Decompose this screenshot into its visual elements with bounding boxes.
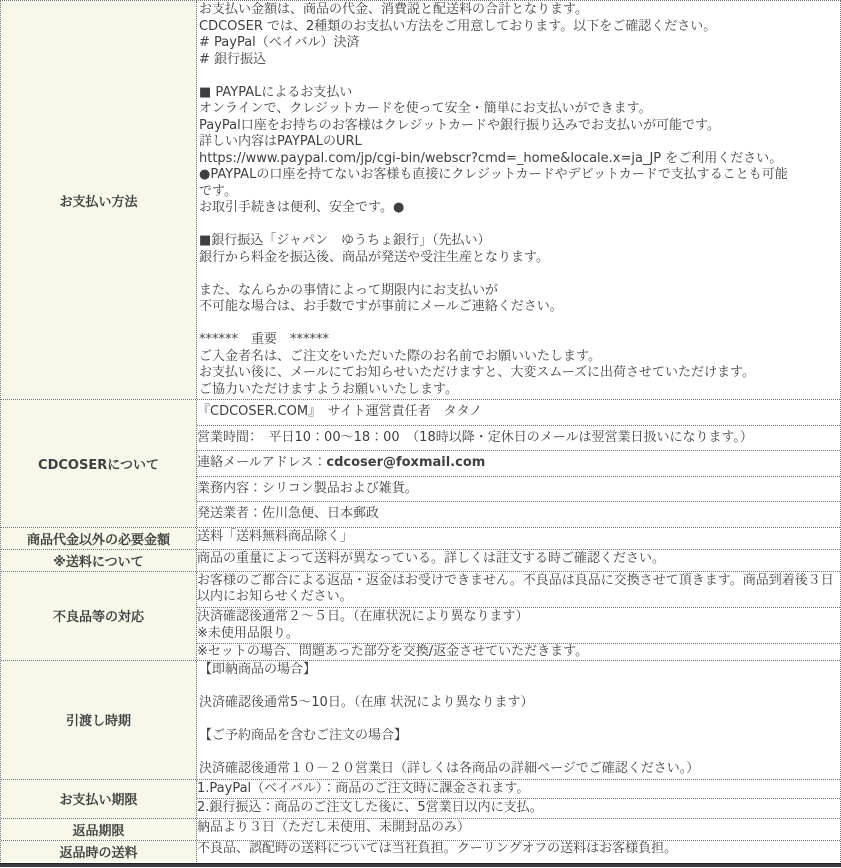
row-about-cdcoser — [1, 399, 840, 527]
row-header-delivery-time: 引渡し時期 — [1, 661, 197, 779]
payment-text-line: ご協力いただけますようお願いいたします。 — [199, 381, 458, 397]
delivery-time-content — [197, 661, 840, 779]
important-marker-line: ****** 重要 ****** — [199, 332, 330, 347]
payment-text-line: オンラインで、クレジットカードを使って安全・簡単にお支払いができます。 — [199, 101, 652, 116]
extra-fee-text: 送料「送料無料商品除く」 — [197, 528, 354, 544]
row-header-about-cdcoser: CDCOSERについて — [1, 400, 197, 527]
payment-deadline-bank: 2.銀行振込：商品のご注文した後に、5営業日以内に支払。 — [197, 798, 840, 818]
payment-text-line: 不可能な場合は、お手数ですが事前にメールご連絡ください。 — [199, 299, 563, 314]
payment-text-line: CDCOSER では、2種類のお支払い方法をご用意しております。以下をご確認ください。 — [199, 18, 717, 34]
about-business-description: 業務内容：シリコン製品および雑貨。 — [197, 476, 840, 502]
shipping-note-content — [197, 550, 840, 571]
about-contact-email-row — [197, 450, 840, 476]
row-shipping-note — [1, 549, 840, 571]
defective-policy-text: お客様のご都合による返品・返金はお受けできません。不良品は良品に交換させて頂きます。商品到着後３日以内にお知らせください。 — [197, 572, 834, 604]
delivery-text-line: 【ご予約商品を含むご注文の場合】 — [199, 728, 408, 743]
blank-line — [197, 217, 840, 234]
payment-text-line: # PayPal（ベイバル）決済 — [199, 35, 360, 50]
payment-text-line: # 銀行振込 — [199, 51, 267, 67]
return-deadline-text: 納品より３日（ただし未使用、未開封品のみ） — [197, 819, 471, 835]
row-header-extra-fee: 商品代金以外の必要金額 — [1, 528, 197, 549]
about-cdcoser-content — [197, 400, 840, 527]
payment-text-line: また、なんらかの事情によって期限内にお支払いが — [199, 282, 499, 298]
payment-text-line: PayPal口座をお持ちのお客様はクレジットカードや銀行振り込みでお支払いが可能です。 — [199, 117, 720, 133]
return-deadline-content — [197, 819, 840, 840]
defective-settlement-text: 決済確認後通常２～５日。（在庫状況により異なります） — [197, 607, 840, 627]
delivery-text-line: 決済確認後通常１０－２０営業日（詳しくは各商品の詳細ページでご確認ください。） — [199, 761, 700, 776]
payment-text-line: 詳しい内容はPAYPALのURL — [199, 134, 362, 149]
defective-unused-note: ※未使用品限り。 — [197, 626, 299, 641]
payment-text-line: 銀行から料金を振込後、商品が発送や受注生産となります。 — [199, 249, 549, 265]
row-payment-method — [1, 1, 840, 399]
row-delivery-time — [1, 660, 840, 779]
row-header-shipping-note: ※送料について — [1, 550, 197, 571]
row-defective-goods — [1, 571, 840, 661]
row-payment-deadline — [1, 779, 840, 818]
payment-method-content — [197, 1, 840, 399]
blank-line — [197, 316, 840, 333]
return-shipping-text: 不良品、誤配時の送料については当社負担。クーリングオフの送料はお客様負担。 — [197, 840, 678, 856]
row-header-payment-method: お支払い方法 — [1, 1, 197, 399]
about-business-hours: 営業時間： 平日10：00～18：00 （18時以降・定休日のメールは翌営業日扱いになります。） — [197, 425, 840, 451]
return-shipping-content — [197, 841, 840, 862]
blank-line — [197, 679, 840, 696]
payment-text-line: お支払い金額は、商品の代金、消費説と配送料の合計となります。 — [199, 2, 588, 17]
row-header-payment-deadline: お支払い期限 — [1, 780, 197, 818]
row-header-return-deadline: 返品期限 — [1, 819, 197, 840]
shipping-note-text: 商品の重量によって送料が異なっている。詳しくは註文する時ご確認ください。 — [197, 550, 666, 566]
row-extra-fee — [1, 527, 840, 549]
delivery-text-line: 【即納商品の場合】 — [199, 662, 317, 677]
extra-fee-content — [197, 528, 840, 549]
payment-text-line: ■ PAYPALによるお支払い — [199, 84, 353, 100]
blank-line — [197, 712, 840, 729]
row-header-return-shipping: 返品時の送料 — [1, 841, 197, 862]
row-return-deadline — [1, 818, 840, 840]
payment-deadline-content — [197, 780, 840, 818]
delivery-text-line: 決済確認後通常5～10日。（在庫 状況により異なります） — [199, 695, 534, 710]
payment-text-line: お支払い後に、メールにてお知らせいただけますと、大変スムーズに出荷させていただけます。 — [199, 365, 756, 380]
contact-email-label: 連絡メールアドレス： — [197, 455, 327, 470]
payment-text-line: ご入金者名は、ご注文をいただいた際のお名前でお願いいたします。 — [199, 348, 601, 364]
payment-deadline-paypal: 1.PayPal（ベイバル）：商品のご注文時に課金されます。 — [197, 780, 530, 796]
defective-goods-content — [197, 572, 840, 661]
bottom-divider-bar — [0, 863, 841, 867]
contact-email-address: cdcoser@foxmail.com — [326, 455, 486, 470]
payment-text-line: です。 — [199, 183, 237, 199]
blank-line — [197, 266, 840, 283]
paypal-url-text: https://www.paypal.com/jp/cgi-bin/webscr?cmd=_home&locale.x=ja_JP をご利用ください。 — [199, 150, 783, 166]
payment-text-line: ●PAYPALの口座を持てないお客様も直接にクレジットカードやデビットカードで支払することも可能 — [199, 167, 788, 182]
row-header-defective-goods: 不良品等の対応 — [1, 572, 197, 661]
about-site-operator: 『CDCOSER.COM』 サイト運営責任者 タタノ — [197, 404, 483, 419]
blank-line — [197, 745, 840, 762]
row-return-shipping — [1, 840, 840, 862]
payment-text-line: ■銀行振込「ジャパン ゆうちょ銀行」（先払い） — [199, 233, 491, 248]
payment-text-line: お取引手続きは便利、安全です。● — [199, 200, 405, 215]
blank-line — [197, 68, 840, 85]
defective-set-note: ※セットの場合、問題あった部分を交換/返金させていただきます。 — [197, 643, 840, 661]
about-shipping-carriers: 発送業者：佐川急便、日本郵政 — [197, 501, 840, 527]
